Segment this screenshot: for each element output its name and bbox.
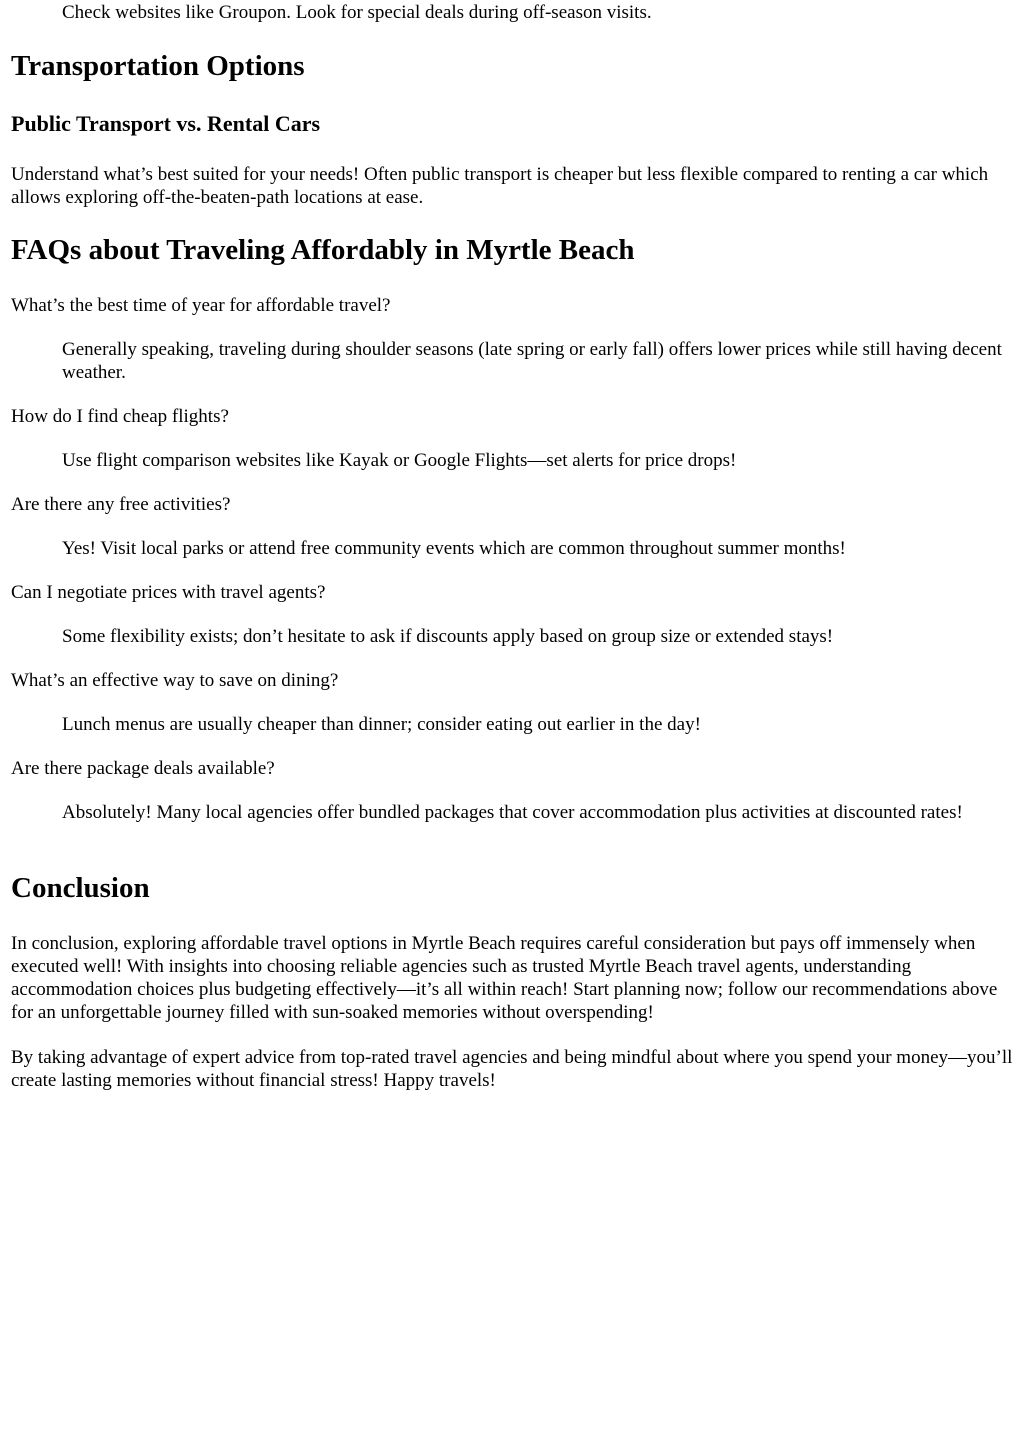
faq-question: What’s an effective way to save on dining? (11, 670, 339, 691)
faq-answer: Some flexibility exists; don’t hesitate to ask if discounts apply based on group size or extended stays! (62, 626, 834, 647)
faq-question: What’s the best time of year for affordable travel? (11, 295, 391, 316)
faq-question: How do I find cheap flights? (11, 406, 229, 427)
faq-heading: FAQs about Traveling Affordably in Myrtle Beach (11, 234, 635, 266)
faq-answer: Absolutely! Many local agencies offer bundled packages that cover accommodation plus activities at discounted rates! (62, 802, 963, 823)
transportation-heading: Transportation Options (11, 50, 305, 82)
faq-list (11, 294, 1014, 845)
public-transport-subheading: Public Transport vs. Rental Cars (11, 111, 321, 136)
faq-answer: Yes! Visit local parks or attend free community events which are common throughout summer months! (62, 538, 846, 559)
conclusion-heading: Conclusion (11, 872, 150, 904)
faq-question: Can I negotiate prices with travel agents? (11, 582, 326, 603)
faq-answer: Lunch menus are usually cheaper than dinner; consider eating out earlier in the day! (62, 714, 701, 735)
conclusion-paragraph-1: In conclusion, exploring affordable travel options in Myrtle Beach requires careful consideration but pays off immensely when executed well! With insights into choosing reliable agencies such as trusted Myrtle Beach travel agents, understanding accommodation choices plus budgeting effectively—it’s all within reach! Start planning now; follow our recommendations above for an unforgettable journey filled with sun-soaked memories without overspending! (11, 933, 998, 1023)
transportation-paragraph: Understand what’s best suited for your needs! Often public transport is cheaper but less flexible compared to renting a car which allows exploring off-the-beaten-path locations at ease. (11, 164, 989, 208)
faq-question: Are there any free activities? (11, 494, 231, 515)
faq-question: Are there package deals available? (11, 758, 275, 779)
conclusion-paragraph-2: By taking advantage of expert advice from top-rated travel agencies and being mindful about where you spend your money—you’ll create lasting memories without financial stress! Happy travels! (11, 1047, 1013, 1091)
faq-answer: Generally speaking, traveling during shoulder seasons (late spring or early fall) offers lower prices while still having decent weather. (62, 339, 1002, 383)
previous-answer-continuation: Check websites like Groupon. Look for special deals during off-season visits. (62, 2, 652, 23)
faq-answer: Use flight comparison websites like Kayak or Google Flights—set alerts for price drops! (62, 450, 737, 471)
